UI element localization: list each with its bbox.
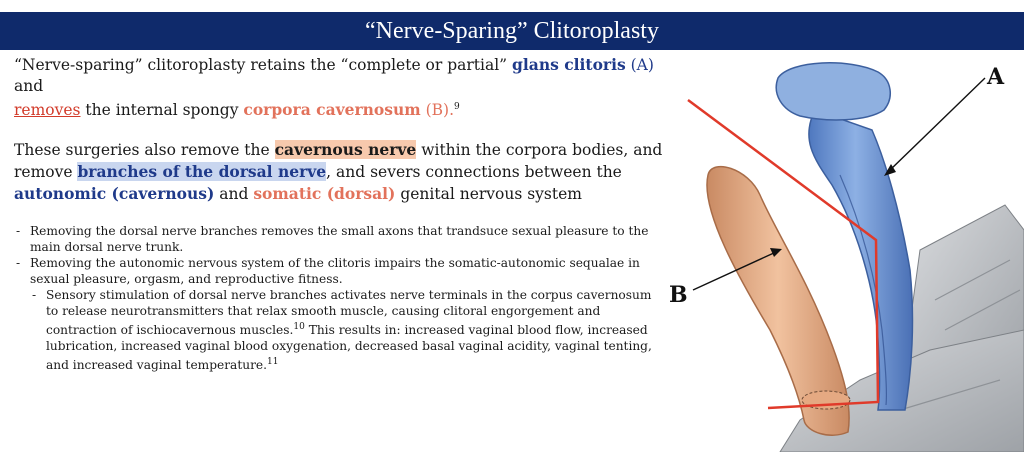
pointer-a-line — [888, 78, 985, 172]
corpora-cavernosum-term: corpora cavernosum — [243, 100, 421, 120]
ref-b: (B). — [420, 101, 454, 120]
sensory-text-1: Sensory stimulation of dorsal nerve branches activates nerve terminals in the corpus cavernosum to release neurotransmitters that relax smooth muscle, causing clitoral engorgement and contraction of ischiocavernous muscles. — [46, 288, 652, 338]
sensory-text-2: This results in: increased vaginal blood flow, increased lubrication, increased vaginal blood oxygenation, decreased basal vaginal acidity, vaginal tenting, and increased vaginal temperature. — [46, 323, 652, 373]
surgery-text-3: , and severs connections between the — [326, 163, 622, 182]
surgery-text-5: genital nervous system — [395, 185, 582, 204]
surgery-text-2: within the corpora bodies, and remove — [14, 141, 663, 182]
glans-clitoris-term: glans clitoris — [512, 55, 626, 74]
intro-text-2: and — [14, 77, 44, 95]
title-bar — [0, 12, 1024, 50]
cavernous-nerve-term: cavernous nerve — [274, 140, 417, 160]
intro-text-3: the internal spongy — [80, 101, 244, 120]
bullet-autonomic: - Removing the autonomic nervous system of the clitoris impairs the somatic-autonomic sequalae in sexual pleasure, orgasm, and reproductive fitness. — [14, 255, 664, 287]
glans-cap-shape — [776, 63, 890, 120]
citation-9: 9 — [454, 102, 460, 112]
surgery-paragraph — [14, 139, 664, 205]
slide-title: “Nerve-Sparing” Clitoroplasty — [365, 18, 659, 44]
somatic-term: somatic (dorsal) — [253, 184, 396, 204]
citation-11: 11 — [266, 357, 279, 368]
surgery-text-4: and — [214, 185, 254, 204]
citation-10: 10 — [293, 322, 305, 333]
intro-text-1: “Nerve-sparing” clitoroplasty retains the “complete or partial” — [14, 56, 513, 74]
slide-content — [14, 54, 664, 373]
autonomic-term: autonomic (cavernous) — [14, 184, 215, 204]
label-b: B — [669, 282, 688, 308]
bullet-sensory-stimulation — [14, 287, 664, 373]
intro-paragraph — [14, 54, 664, 121]
bullet-dorsal-branches: - Removing the dorsal nerve branches removes the small axons that trandsuce sexual pleasure to the main dorsal nerve trunk. — [14, 223, 664, 255]
surgery-text-1: These surgeries also remove the — [14, 141, 275, 160]
ref-a: (A) — [625, 56, 654, 74]
removes-term: removes — [14, 101, 81, 120]
bullet-list — [14, 223, 664, 373]
label-a: A — [987, 64, 1005, 90]
clitoris-anatomy-figure — [660, 52, 1024, 452]
dorsal-nerve-term: branches of the dorsal nerve — [77, 162, 327, 182]
